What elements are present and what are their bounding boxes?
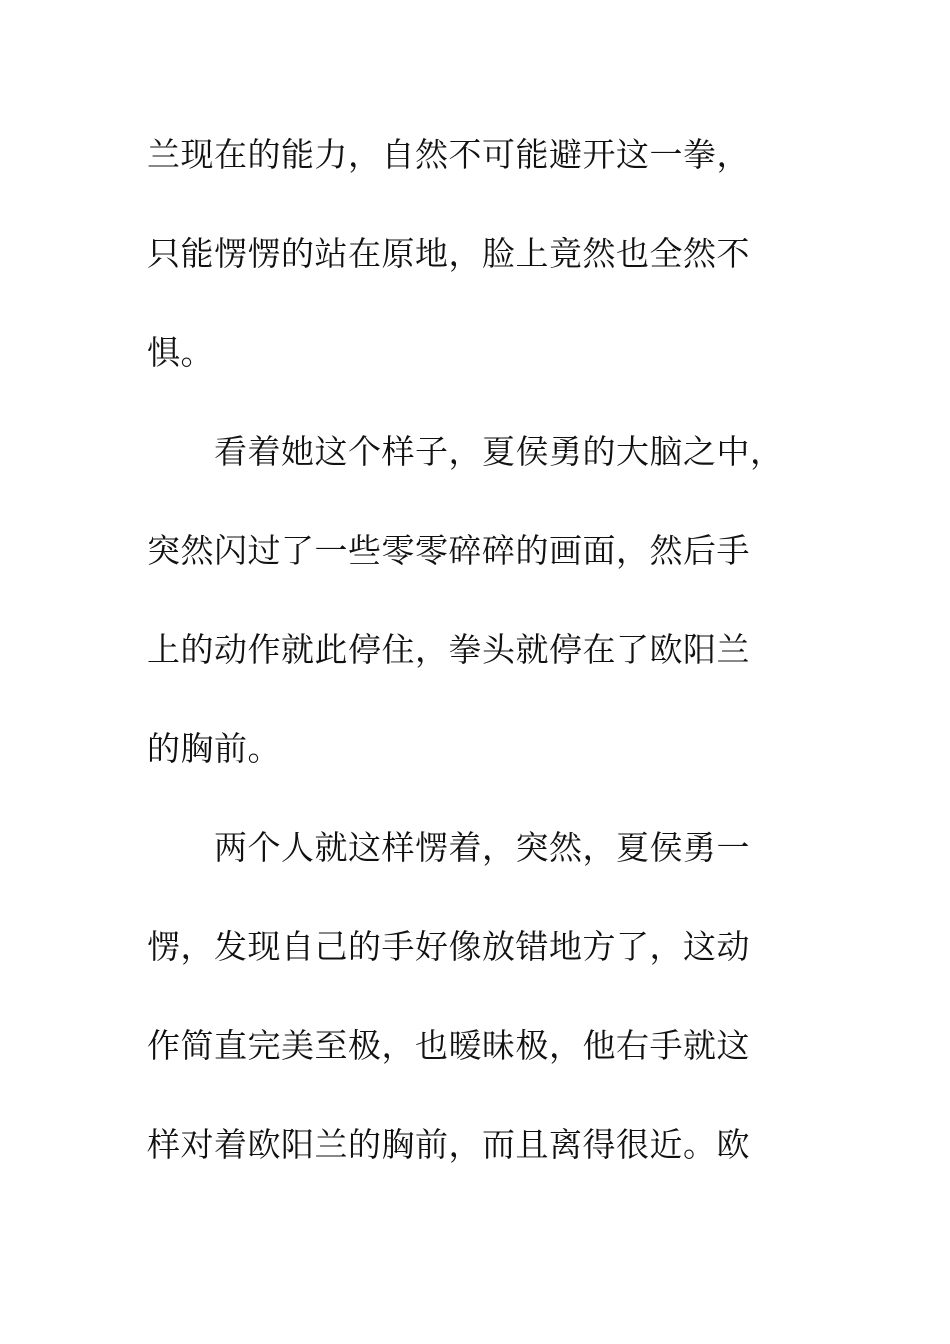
text-line: 的胸前。 (147, 729, 281, 768)
text-line: 样对着欧阳兰的胸前，而且离得很近。欧 (147, 1125, 750, 1164)
body-text (147, 122, 787, 1211)
text-line: 作简直完美至极，也暧昧极，他右手就这 (147, 1026, 750, 1065)
text-line: 愣，发现自己的手好像放错地方了，这动 (147, 927, 750, 966)
text-line: 惧。 (147, 333, 214, 372)
text-line: 只能愣愣的站在原地，脸上竟然也全然不 (147, 234, 750, 273)
text-line: 兰现在的能力，自然不可能避开这一拳， (147, 135, 750, 174)
text-line: 突然闪过了一些零零碎碎的画面，然后手 (147, 531, 750, 570)
paragraph-first-line: 两个人就这样愣着，突然，夏侯勇一 (214, 828, 750, 867)
paragraph-first-line: 看着她这个样子，夏侯勇的大脑之中， (214, 432, 784, 471)
text-line: 上的动作就此停住，拳头就停在了欧阳兰 (147, 630, 750, 669)
